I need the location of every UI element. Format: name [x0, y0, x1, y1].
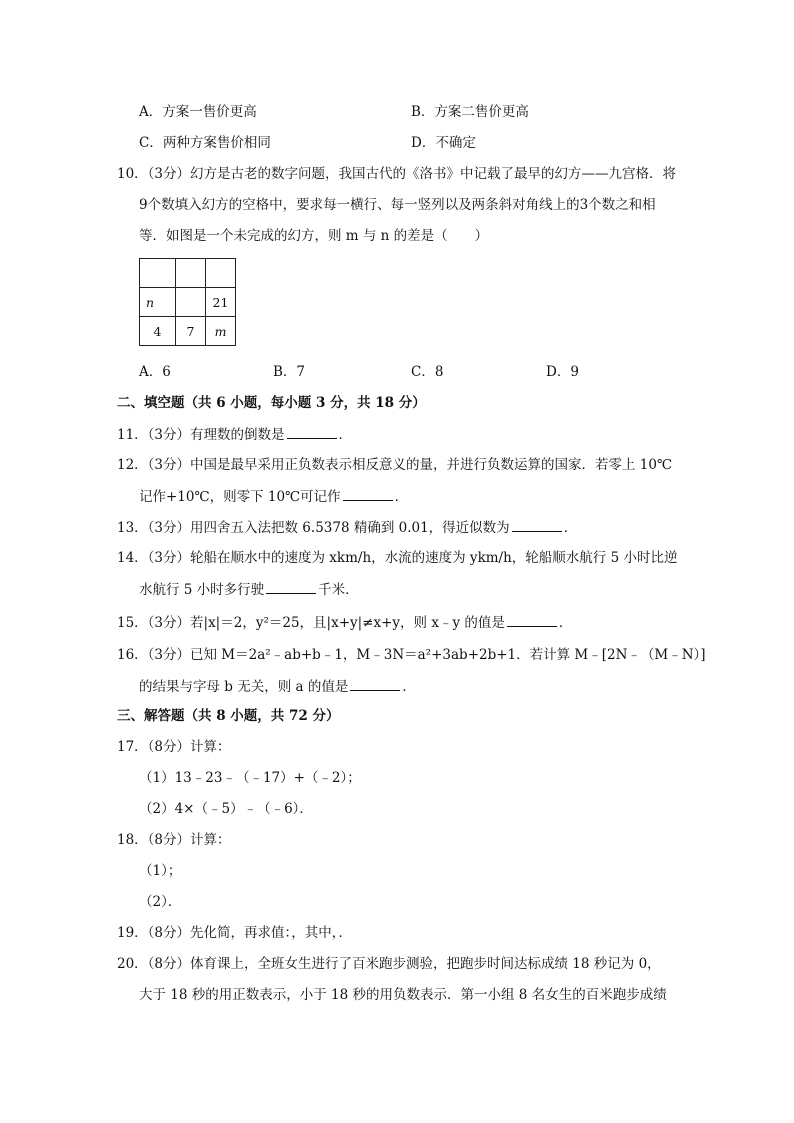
q20-line-2: 大于 18 秒的用正数表示，小于 18 秒的用负数表示．第一小组 8 名女生的百米跑步成绩 — [139, 987, 667, 1003]
q13-prompt: 13．（3分）用四舍五入法把数 6.5378 精确到 0.01，得近似数为 — [117, 520, 510, 536]
answer-blank — [512, 517, 562, 532]
q11-text — [117, 424, 352, 445]
magic-square-grid — [139, 258, 236, 346]
q18-part-1: （1）； — [139, 863, 182, 879]
q16-line-1: 16．（3分）已知 M＝2a²﹣ab+b﹣1，M﹣3N＝a²+3ab+2b+1．若计算 M﹣[2N﹣（M﹣N）] — [117, 647, 706, 663]
q10-line-3: 等．如图是一个未完成的幻方，则 m 与 n 的差是（ ） — [139, 228, 489, 244]
q15-text — [117, 612, 572, 633]
q17-part-2: （2）4×（﹣5）﹣（﹣6）． — [139, 801, 313, 817]
q10-option-b: B．7 — [273, 364, 306, 380]
q10-line-1: 10．（3分）幻方是古老的数字问题，我国古代的《洛书》中记载了最早的幻方——九宫格．将 — [117, 166, 677, 182]
q14-end: 千米． — [318, 582, 359, 598]
answer-blank — [343, 486, 393, 501]
q15-prompt: 15．（3分）若|x|＝2，y²＝25，且|x+y|≠x+y，则 x﹣y 的值是 — [117, 615, 505, 631]
q16-line-2 — [139, 676, 416, 697]
q9-option-a: A．方案一售价更高 — [139, 104, 257, 120]
q16-prompt: 的结果与字母 b 无关，则 a 的值是 — [139, 679, 349, 695]
grid-row — [140, 288, 236, 317]
q16-end: ． — [402, 679, 416, 695]
q11-prompt: 11．（3分）有理数的倒数是 — [117, 427, 285, 443]
q11-end: ． — [338, 427, 353, 443]
q9-option-c: C．两种方案售价相同 — [139, 135, 271, 151]
grid-cell-n: n — [140, 288, 176, 317]
q14-line-1: 14．（3分）轮船在顺水中的速度为 xkm/h，水流的速度为 ykm/h，轮船顺水航行 5 小时比逆 — [117, 550, 678, 566]
q15-end: ． — [558, 615, 573, 631]
q9-option-b: B．方案二售价更高 — [411, 104, 529, 120]
grid-row — [140, 259, 236, 288]
grid-cell — [206, 259, 236, 288]
q13-text — [117, 517, 577, 538]
answer-blank — [287, 424, 337, 439]
section-fill-in-title: 二、填空题（共 6 小题，每小题 3 分，共 18 分） — [117, 395, 426, 411]
grid-cell: 4 — [140, 317, 176, 346]
grid-cell — [176, 288, 206, 317]
answer-blank — [507, 612, 557, 627]
q10-option-a: A．6 — [139, 364, 171, 380]
q18-title: 18．（8分）计算： — [117, 832, 231, 848]
q10-option-c: C．8 — [411, 364, 444, 380]
q13-end: ． — [563, 520, 578, 536]
grid-cell-m: m — [206, 317, 236, 346]
q12-line-1: 12．（3分）中国是最早采用正负数表示相反意义的量，并进行负数运算的国家．若零上 10℃ — [117, 457, 673, 473]
q18-part-2: （2）． — [139, 894, 182, 910]
section-solve-title: 三、解答题（共 8 小题，共 72 分） — [117, 708, 340, 724]
answer-blank — [350, 676, 400, 691]
q17-title: 17．（8分）计算： — [117, 739, 231, 755]
q12-end: ． — [394, 489, 409, 505]
q19-text: 19．（8分）先化简，再求值：，其中，． — [117, 925, 353, 941]
q12-prompt: 记作+10℃，则零下 10℃可记作 — [139, 489, 341, 505]
grid-cell: 21 — [206, 288, 236, 317]
q14-line-2 — [139, 579, 359, 600]
grid-cell — [176, 259, 206, 288]
grid-row — [140, 317, 236, 346]
q14-prompt: 水航行 5 小时多行驶 — [139, 582, 265, 598]
q20-line-1: 20．（8分）体育课上，全班女生进行了百米跑步测验，把跑步时间达标成绩 18 秒记为 0， — [117, 956, 661, 972]
q17-part-1: （1）13﹣23﹣（﹣17）+（﹣2）； — [139, 770, 361, 786]
grid-cell: 7 — [176, 317, 206, 346]
q10-option-d: D．9 — [546, 364, 579, 380]
answer-blank — [266, 579, 316, 594]
grid-cell — [140, 259, 176, 288]
q10-line-2: 9个数填入幻方的空格中，要求每一横行、每一竖列以及两条斜对角线上的3个数之和相 — [139, 197, 656, 213]
q9-option-d: D．不确定 — [411, 135, 476, 151]
q12-line-2 — [139, 486, 408, 507]
